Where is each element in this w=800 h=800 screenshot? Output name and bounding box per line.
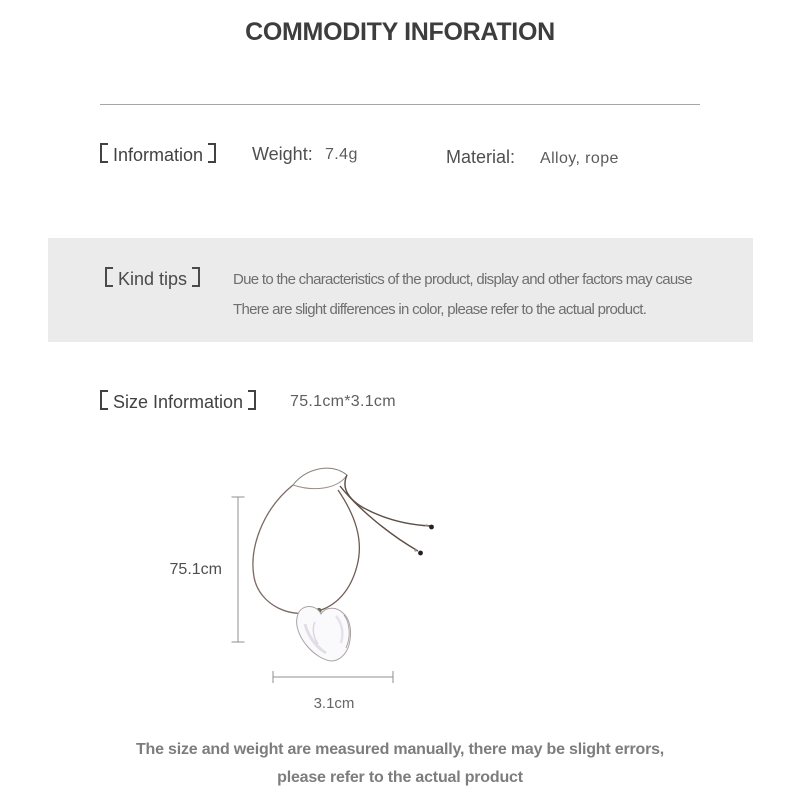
size-label-text: Size Information [113, 392, 244, 412]
heart-pendant [297, 607, 351, 662]
weight-label: Weight: [252, 144, 313, 164]
material-value: Alloy, rope [540, 150, 619, 167]
necklace-cord [253, 468, 430, 613]
kind-tips-box [48, 238, 753, 342]
bracket-right-icon [248, 390, 256, 410]
kind-tips-line1: Due to the characteristics of the product, display and other factors may cause [233, 271, 692, 288]
bead-small-lower-icon [414, 549, 416, 551]
heart-shading-left [305, 624, 326, 653]
heart-shading-inner [313, 622, 318, 644]
height-label: 75.1cm [169, 561, 222, 578]
footer-line1: The size and weight are measured manually, there may be slight errors, [135, 741, 665, 758]
bead-end-lower-icon [418, 551, 423, 556]
heart-edge-highlight [344, 615, 349, 648]
material-label: Material: [446, 147, 516, 167]
cord-right-line [321, 490, 359, 610]
cord-left-line [253, 485, 320, 614]
cord-knot-icon [316, 608, 321, 613]
info-label-text: Information [113, 145, 204, 165]
bracket-left-icon [105, 267, 113, 287]
footer-note [0, 736, 800, 792]
kind-tips-text [233, 265, 753, 325]
bracket-right-icon [208, 143, 216, 163]
bead-end-upper-icon [429, 525, 434, 530]
cord-loop-top-line [293, 468, 347, 485]
weight-value: 7.4g [325, 146, 358, 163]
footer-line2: please refer to the actual product [277, 769, 523, 786]
size-label [100, 390, 256, 413]
cord-loop-bottom-line [293, 475, 347, 489]
bracket-left-icon [100, 390, 108, 410]
bracket-left-icon [100, 143, 108, 163]
divider-line [100, 104, 700, 105]
bracket-right-icon [192, 267, 200, 287]
cord-strand-upper [345, 475, 430, 526]
kind-tips-line2: There are slight differences in color, please refer to the actual product. [233, 301, 647, 318]
info-label [100, 143, 216, 166]
size-value: 75.1cm*3.1cm [290, 393, 396, 410]
kind-tips-label [105, 267, 200, 290]
bead-small-upper-icon [425, 524, 427, 526]
heart-shape [297, 607, 351, 662]
measure-lines [232, 497, 394, 683]
kind-tips-label-text: Kind tips [118, 269, 188, 289]
cord-strand-lower [340, 486, 418, 551]
width-label: 3.1cm [313, 695, 355, 712]
heart-shading-right [336, 616, 342, 643]
page-title: COMMODITY INFORATION [245, 18, 555, 46]
